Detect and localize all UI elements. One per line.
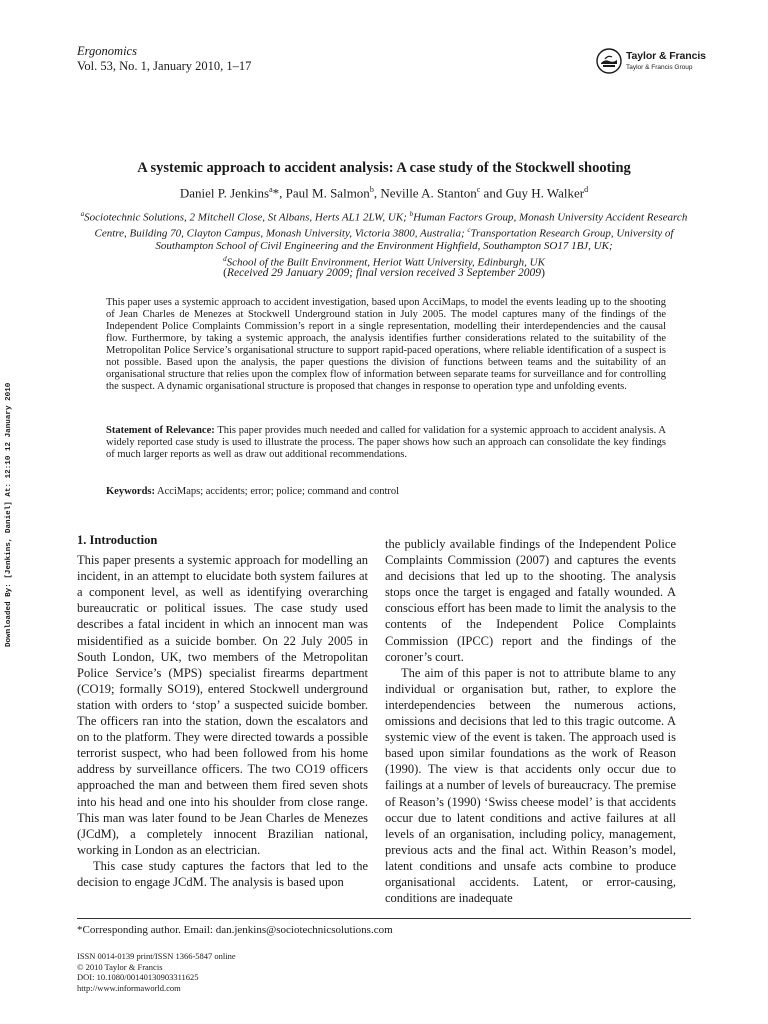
affiliation-text: School of the Built Environment, Heriot Watt University, Edinburgh, UK	[226, 256, 545, 269]
affiliation-text: Human Factors Group, Monash University Accident Research Centre, Building 70, Clayton Campus, Monash University, Victoria 3800, Australia;	[94, 211, 688, 240]
journal-info	[77, 44, 251, 74]
author-sup: b	[369, 185, 374, 194]
paragraph: The aim of this paper is not to attribute blame to any individual or organisation but, rather, to explore the interdependencies between the numerous actions, omissions and decisions that led to this tragic outcome. A systemic view of the event is taken. The approach used is based upon similar foundations as the work of Reason (1990). The view is that accidents only occur due to failings at a number of levels of bureaucracy. The premise of Reason’s (1990) ‘Swiss cheese model’ is that accidents occur due to latent conditions and active failures at all levels of an organisation, including policy, management, previous acts and the final act. Within Reason’s model, latent conditions and unsafe acts combine to produce organisational accidents. Latent, or error-causing, conditions are inadequate	[385, 665, 676, 906]
abstract: This paper uses a systemic approach to accident investigation, based upon AcciMaps, to model the events leading up to the shooting of Jean Charles de Menezes at Stockwell Underground station in July 2005. The model captures many of the findings of the Independent Police Complaints Commission’s report in a single representation, modelling their interdependencies and the causal flow. Furthermore, by taking a systemic approach, the analysis identifies further considerations related to the suitability of the Metropolitan Police Service’s organisational structure to support rapid-paced operations, where reliable identification of a suspect is not possible. Based upon the analysis, the paper questions the division of functions between teams and the suitability of an organisational structure that relies upon the complex flow of information between separate teams for surveillance and for controlling the suspect. A dynamic organisational structure is proposed that changes in response to operation type and unfolding events.	[106, 297, 666, 392]
publisher-group: Taylor & Francis Group	[626, 64, 693, 71]
lamp-icon	[596, 48, 622, 74]
author-list: Daniel P. Jenkins$^a$*, Paul M. Salmon$^b$, Neville A. Stanton$^c$ and Guy H. Walker$^d$	[179, 185, 589, 201]
issn-block: ISSN 0014-0139 print/ISSN 1366-5847 online © 2010 Taylor & Francis DOI: 10.1080/00140130903311625 http://www.informaworld.com	[77, 951, 236, 993]
author-name: Guy H. Walker	[505, 185, 585, 201]
statement-of-relevance: Statement of Relevance: This paper provides much needed and called for validation for a systemic approach to accident analysis. A widely reported case study is used to illustrate the process. The paper shows how such an approach can consolidate the key findings of much larger reports as well as draw out additional recommendations.	[106, 425, 666, 460]
body-column-left	[77, 532, 368, 890]
journal-name: Ergonomics	[77, 44, 137, 58]
author-sup: d	[584, 185, 589, 194]
author-sup: c	[476, 185, 481, 194]
paragraph: This case study captures the factors that led to the decision to engage JCdM. The analysis is based upon	[77, 858, 368, 889]
author-name: Neville A. Stanton	[380, 185, 477, 201]
corresponding-mark: *	[272, 185, 280, 201]
publisher-logo	[596, 48, 706, 78]
affiliation-text: Sociotechnic Solutions, 2 Mitchell Close, St Albans, Herts AL1 2LW, UK;	[84, 211, 410, 224]
body-column-right	[385, 536, 676, 906]
author-name: Paul M. Salmon	[285, 185, 370, 201]
section-heading: 1. Introduction	[77, 533, 158, 547]
paragraph: the publicly available findings of the Independent Police Complaints Commission (2007) and captures the events and decisions that led up to the shooting. The analysis stops once the target is engaged and fatally wounded. A conscious effort has been made to limit the analysis to the contents of the Independent Police Complaints Commission (IPCC) report and the findings of the coroner’s court.	[385, 537, 676, 664]
author-sup: a	[269, 185, 273, 194]
affiliation-text: Transportation Research Group, University of Southampton School of Civil Engineering and the Environment Highfield, Southampton SO17 1BJ, UK;	[155, 227, 674, 253]
author-name: Daniel P. Jenkins	[179, 185, 270, 201]
affiliations: $^a$Sociotechnic Solutions, 2 Mitchell Close, St Albans, Herts AL1 2LW, UK; $^b$Human Factors Group, Monash University Accident Research Centre, Building 70, Clayton Campus, Monash University, Victoria 3800, Australia; $^c$Transportation Research Group, University of Southampton School of Civil Engineering and the Environment Highfield, Southampton SO17 1BJ, UK; $^d$School of the Built Environment, Heriot Watt University, Edinburgh, UK	[80, 210, 688, 269]
footnote-rule	[77, 918, 691, 919]
keywords: Keywords: AcciMaps; accidents; error; police; command and control	[106, 486, 400, 497]
publisher-brand: Taylor & Francis	[626, 50, 706, 62]
received-dates: (Received 29 January 2009; final version received 3 September 2009)	[223, 267, 545, 279]
corresponding-author: *Corresponding author. Email: dan.jenkins@sociotechnicsolutions.com	[77, 924, 393, 936]
volume-info: Vol. 53, No. 1, January 2010, 1–17	[77, 59, 252, 73]
article-title: A systemic approach to accident analysis: A case study of the Stockwell shooting	[137, 160, 631, 176]
paragraph: This paper presents a systemic approach for modelling an incident, in an attempt to elucidate both system failures at a component level, as well as identifying overarching bureaucratic or political issues. The case study used describes a fatal incident in which an innocent man was misidentified as a suicide bomber. On 22 July 2005 in South London, UK, two members of the Metropolitan Police Service’s (MPS) specialist firearms department (CO19; formally SO19), entered Stockwell underground station with orders to ‘stop’ a suspected suicide bomber. The officers ran into the station, down the escalators and on to the platform. They were directed towards a possible terrorist suspect, who had been followed from his home address by surveillance officers. The two CO19 officers approached the man and between them fired seven shots into his head and one into his shoulder from close range. This man was later found to be Jean Charles de Menezes (JCdM), a completely innocent Brazilian national, working in London as an electrician.	[77, 553, 368, 857]
download-stamp: Downloaded By: [Jenkins, Daniel] At: 12:10 12 January 2010	[5, 382, 13, 647]
